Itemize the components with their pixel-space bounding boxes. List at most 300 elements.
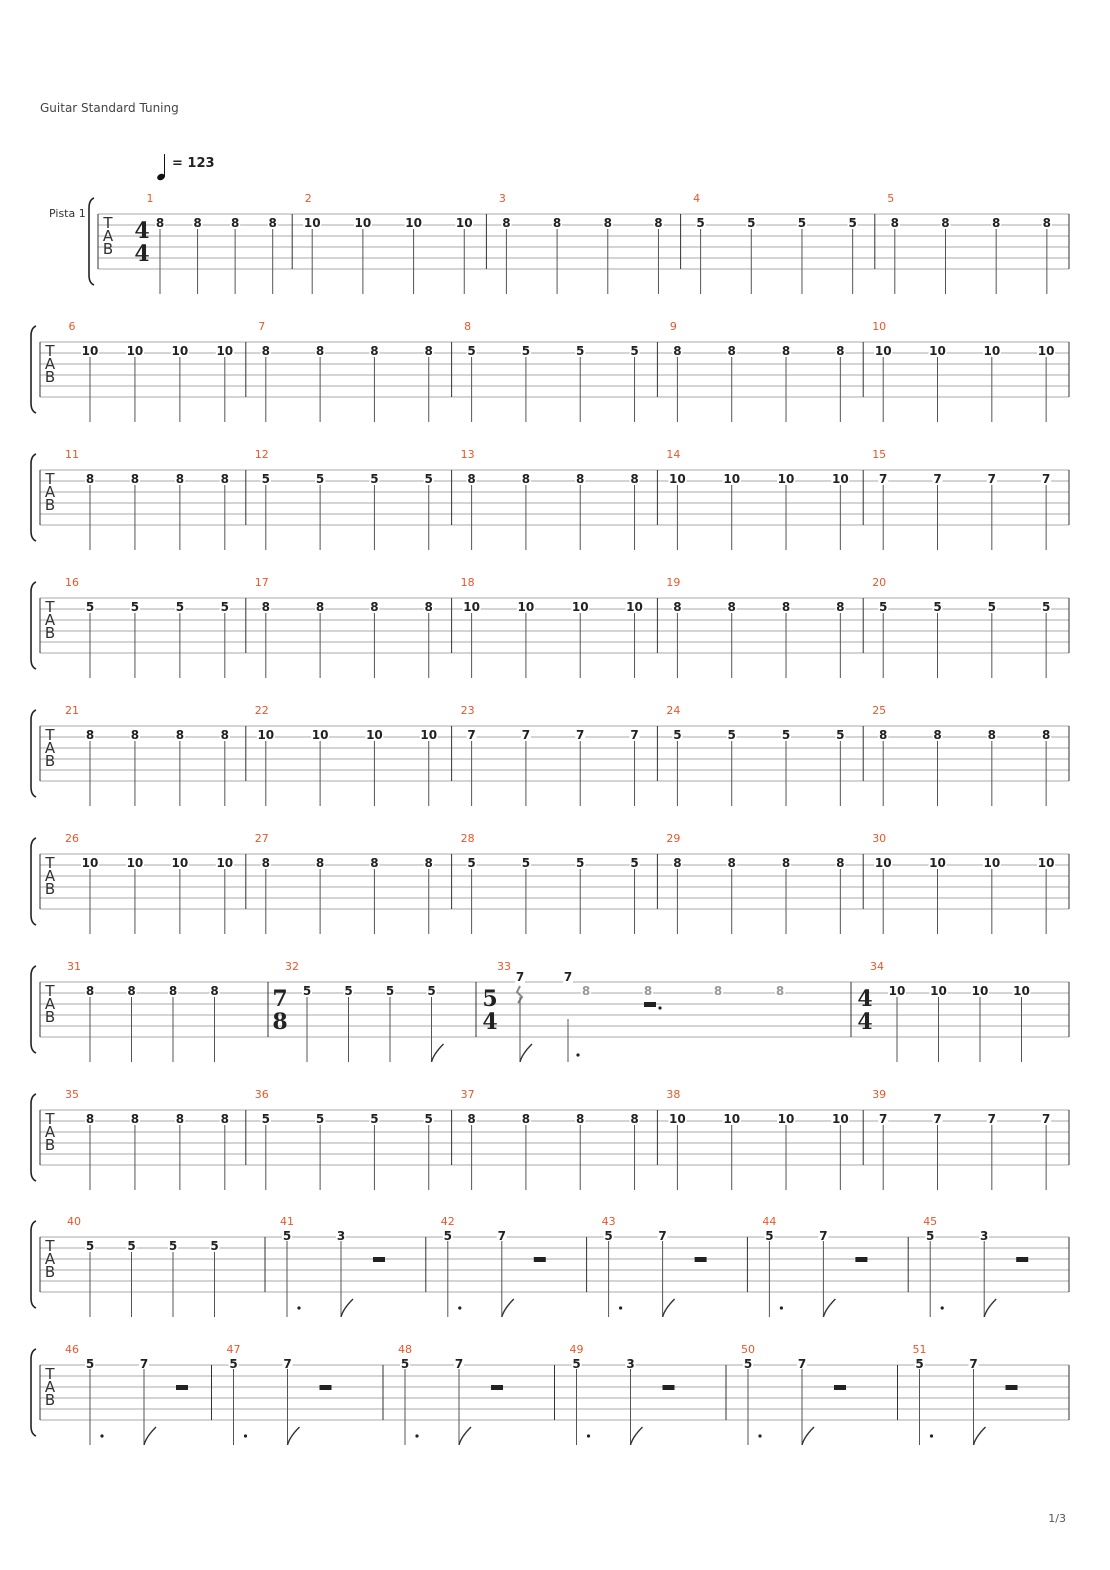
half-rest	[1016, 1257, 1028, 1262]
measure-number: 16	[65, 576, 79, 589]
measure-number: 44	[762, 1215, 777, 1228]
fret-number: 8	[781, 600, 791, 614]
eighth-flag	[520, 1044, 532, 1062]
staff-brace	[89, 198, 94, 285]
fret-number: 5	[85, 1239, 95, 1253]
tab-clef-letter: A	[44, 867, 56, 885]
fret-number: 5	[1041, 600, 1051, 614]
eighth-flag	[341, 1299, 353, 1317]
measure-number: 30	[872, 832, 887, 845]
fret-number: 8	[220, 472, 229, 486]
half-rest	[663, 1385, 675, 1390]
measure-number: 31	[67, 960, 81, 973]
fret-number: 8	[315, 600, 325, 614]
fret-number: 8	[521, 1112, 531, 1126]
fret-number: 5	[229, 1357, 238, 1371]
fret-number: 5	[424, 472, 433, 486]
fret-number: 8	[424, 600, 433, 614]
fret-number: 7	[454, 1357, 464, 1371]
measure-number: 38	[666, 1088, 681, 1101]
fret-number: 5	[261, 472, 270, 486]
time-signature-denominator: 4	[482, 1009, 498, 1035]
fret-number: 3	[980, 1229, 989, 1243]
dotted-note-dot	[244, 1434, 247, 1437]
fret-number: 8	[370, 856, 379, 870]
fret-number: 7	[521, 728, 531, 742]
fret-number: 5	[85, 1357, 95, 1371]
fret-number: 10	[171, 856, 189, 870]
fret-number: 10	[81, 856, 99, 870]
measure-number: 5	[887, 192, 895, 205]
fret-number: 5	[424, 1112, 433, 1126]
tab-clef-letter: A	[44, 1123, 56, 1141]
fret-number: 8	[654, 216, 663, 230]
fret-number: 5	[85, 600, 95, 614]
measure-number: 14	[666, 448, 681, 461]
half-rest	[855, 1257, 867, 1262]
fret-number: 5	[781, 728, 791, 742]
tab-clef-letter: B	[44, 1263, 56, 1281]
fret-number: 5	[130, 600, 140, 614]
eighth-flag	[631, 1427, 643, 1445]
tab-clef-letter: A	[102, 227, 114, 245]
fret-number: 8	[168, 984, 178, 998]
half-rest	[834, 1385, 846, 1390]
tab-clef-letter: B	[44, 880, 56, 898]
fret-number: 8	[836, 856, 845, 870]
fret-number: 10	[517, 600, 535, 614]
fret-number: 10	[669, 1112, 686, 1126]
tab-clef-letter: A	[44, 995, 56, 1013]
measure-number: 32	[285, 960, 299, 973]
tab-clef-letter: B	[44, 496, 56, 514]
tab-clef-letter: A	[44, 739, 56, 757]
fret-number: 10	[216, 344, 234, 358]
dotted-note-dot	[576, 1053, 579, 1056]
dotted-note-dot	[587, 1434, 590, 1437]
measure-number: 9	[669, 320, 677, 333]
track-name: Pista 1	[49, 207, 86, 220]
fret-number: 7	[819, 1229, 828, 1243]
fret-number: 5	[467, 344, 476, 358]
dotted-note-dot	[758, 1434, 761, 1437]
fret-number: 10	[126, 856, 144, 870]
fret-number: 7	[879, 472, 888, 486]
fret-number: 7	[658, 1229, 667, 1243]
fret-number: 7	[797, 1357, 807, 1371]
fret-number: 10	[723, 1112, 741, 1126]
fret-number: 7	[987, 1112, 997, 1126]
fret-number: 5	[727, 728, 736, 742]
fret-number: 8	[987, 728, 997, 742]
measure-number: 49	[569, 1343, 584, 1356]
measure-number: 10	[872, 320, 887, 333]
eighth-flag	[502, 1299, 514, 1317]
tab-clef-letter: T	[45, 1237, 55, 1255]
measure-number: 19	[666, 576, 681, 589]
fret-number: 8	[424, 856, 433, 870]
fret-number: 8	[268, 216, 277, 230]
fret-number: 7	[933, 472, 942, 486]
fret-number: 8	[85, 1112, 95, 1126]
fret-number: 10	[888, 984, 906, 998]
time-signature-denominator: 8	[272, 1009, 288, 1035]
fret-number: 8	[261, 600, 270, 614]
fret-number: 8	[175, 472, 185, 486]
dotted-note-dot	[415, 1434, 418, 1437]
fret-number: 8	[210, 984, 219, 998]
measure-number: 17	[254, 576, 269, 589]
eighth-flag	[459, 1427, 471, 1445]
measure-number: 34	[870, 960, 884, 973]
fret-number: 5	[261, 1112, 270, 1126]
fret-number: 10	[571, 600, 589, 614]
fret-number: 7	[630, 728, 639, 742]
tab-clef-letter: B	[44, 368, 56, 386]
measure-number: 6	[68, 320, 76, 333]
fret-number: 10	[463, 600, 480, 614]
fret-number: 5	[315, 472, 325, 486]
half-rest	[644, 1002, 656, 1007]
staff-brace	[31, 710, 36, 797]
dotted-note-dot	[658, 1006, 661, 1009]
fret-number: 8	[673, 856, 682, 870]
measure-number: 11	[65, 448, 79, 461]
fret-number: 8	[467, 1112, 476, 1126]
measure-number: 13	[460, 448, 475, 461]
fret-number: 8	[781, 856, 791, 870]
fret-number: 8	[130, 728, 140, 742]
dotted-note-dot	[780, 1306, 783, 1309]
fret-number: 7	[969, 1357, 978, 1371]
fret-number: 8	[673, 344, 682, 358]
tab-clef-letter: T	[45, 470, 55, 488]
measure-number: 20	[872, 576, 887, 589]
fret-number: 8	[175, 728, 185, 742]
half-rest	[320, 1385, 332, 1390]
tab-clef-letter: T	[45, 982, 55, 1000]
tab-clef-letter: B	[44, 1136, 56, 1154]
time-signature-numerator: 4	[134, 218, 150, 244]
fret-number: 10	[929, 856, 946, 870]
staff-brace	[31, 1094, 36, 1181]
eighth-flag	[823, 1299, 835, 1317]
fret-number: 5	[743, 1357, 753, 1371]
fret-number: 8	[315, 856, 325, 870]
fret-number: 5	[747, 216, 756, 230]
tab-clef-letter: B	[44, 1008, 56, 1026]
fret-number: 5	[370, 472, 379, 486]
fret-number: 5	[797, 216, 807, 230]
tab-clef-letter: A	[44, 355, 56, 373]
fret-number: 8	[155, 216, 165, 230]
ghost-fret-number: 8	[775, 984, 785, 998]
fret-number: 5	[282, 1229, 292, 1243]
measure-number: 4	[693, 192, 701, 205]
ghost-fret-number: 8	[713, 984, 723, 998]
fret-number: 8	[727, 856, 736, 870]
fret-number: 10	[983, 344, 1001, 358]
measure-number: 22	[254, 704, 269, 717]
eighth-flag	[432, 1044, 444, 1062]
measure-number: 28	[460, 832, 475, 845]
fret-number: 5	[836, 728, 845, 742]
fret-number: 8	[727, 600, 736, 614]
tab-clef-letter: T	[45, 726, 55, 744]
fret-number: 7	[576, 728, 585, 742]
fret-number: 5	[210, 1239, 219, 1253]
fret-number: 10	[626, 600, 643, 614]
tab-clef-letter: A	[44, 611, 56, 629]
measure-number: 23	[460, 704, 475, 717]
fret-number: 7	[467, 728, 476, 742]
measure-number: 7	[258, 320, 266, 333]
fret-number: 8	[85, 728, 95, 742]
time-signature-denominator: 4	[857, 1009, 873, 1035]
tab-clef-letter: T	[103, 214, 113, 232]
half-rest	[534, 1257, 546, 1262]
measure-number: 1	[146, 192, 154, 205]
fret-number: 8	[1042, 216, 1052, 230]
staff-brace	[31, 838, 36, 925]
staff-brace	[31, 1349, 36, 1436]
fret-number: 8	[576, 1112, 585, 1126]
fret-number: 8	[130, 1112, 140, 1126]
fret-number: 5	[926, 1229, 935, 1243]
tab-clef-letter: A	[44, 1378, 56, 1396]
fret-number: 8	[230, 216, 240, 230]
fret-number: 8	[261, 344, 270, 358]
measure-number: 29	[666, 832, 681, 845]
half-rest	[695, 1257, 707, 1262]
staff-brace	[31, 1221, 36, 1308]
fret-number: 8	[130, 472, 140, 486]
fret-number: 8	[502, 216, 511, 230]
fret-number: 5	[220, 600, 229, 614]
fret-number: 7	[879, 1112, 888, 1126]
fret-number: 5	[915, 1357, 924, 1371]
measure-number: 36	[254, 1088, 269, 1101]
time-signature-numerator: 5	[482, 986, 498, 1012]
measure-number: 48	[398, 1343, 412, 1356]
dotted-note-dot	[930, 1434, 933, 1437]
fret-number: 10	[929, 344, 946, 358]
measure-number: 3	[498, 192, 506, 205]
fret-number: 10	[354, 216, 372, 230]
fret-number: 5	[443, 1229, 452, 1243]
measure-number: 25	[872, 704, 887, 717]
tab-clef-letter: T	[45, 598, 55, 616]
measure-number: 12	[254, 448, 269, 461]
fret-number: 7	[1041, 1112, 1051, 1126]
dotted-note-dot	[297, 1306, 300, 1309]
fret-number: 7	[139, 1357, 149, 1371]
fret-number: 7	[497, 1229, 506, 1243]
tab-clef-letter: B	[102, 240, 114, 258]
fret-number: 8	[1041, 728, 1051, 742]
tab-clef-letter: T	[45, 1110, 55, 1128]
fret-number: 5	[576, 856, 585, 870]
fret-number: 10	[723, 472, 741, 486]
time-signature-numerator: 7	[272, 986, 288, 1012]
fret-number: 5	[630, 856, 639, 870]
dotted-note-dot	[619, 1306, 622, 1309]
tab-clef-letter: T	[45, 342, 55, 360]
ghost-fret-number: 8	[643, 984, 653, 998]
measure-number: 24	[666, 704, 681, 717]
fret-number: 10	[874, 856, 892, 870]
tab-clef-letter: A	[44, 483, 56, 501]
fret-number: 5	[673, 728, 682, 742]
fret-number: 10	[216, 856, 234, 870]
measure-number: 21	[65, 704, 79, 717]
fret-number: 10	[81, 344, 99, 358]
fret-number: 10	[1037, 856, 1055, 870]
half-rest	[491, 1385, 503, 1390]
fret-number: 7	[283, 1357, 292, 1371]
fret-number: 8	[836, 600, 845, 614]
measure-number: 8	[464, 320, 472, 333]
measure-number: 15	[872, 448, 887, 461]
fret-number: 8	[467, 472, 476, 486]
time-signature-denominator: 4	[134, 241, 150, 267]
tab-clef-letter: B	[44, 1391, 56, 1409]
fret-number: 5	[344, 984, 353, 998]
fret-number: 8	[85, 984, 95, 998]
measure-number: 46	[65, 1343, 79, 1356]
fret-number: 8	[261, 856, 270, 870]
fret-number: 5	[302, 984, 312, 998]
fret-number: 8	[673, 600, 682, 614]
half-rest	[373, 1257, 385, 1262]
measure-number: 41	[280, 1215, 294, 1228]
tab-clef-letter: B	[44, 624, 56, 642]
fret-number: 5	[521, 856, 531, 870]
fret-number: 8	[991, 216, 1001, 230]
fret-number: 8	[85, 472, 95, 486]
fret-number: 10	[831, 1112, 849, 1126]
fret-number: 5	[521, 344, 531, 358]
fret-number: 8	[175, 1112, 185, 1126]
measure-number: 33	[497, 960, 511, 973]
fret-number: 5	[572, 1357, 581, 1371]
measure-number: 39	[872, 1088, 887, 1101]
fret-number: 10	[831, 472, 849, 486]
fret-number: 10	[1013, 984, 1030, 998]
fret-number: 10	[311, 728, 329, 742]
eighth-flag	[144, 1427, 156, 1445]
fret-number: 5	[604, 1229, 613, 1243]
fret-number: 7	[987, 472, 997, 486]
fret-number: 8	[879, 728, 888, 742]
fret-number: 5	[127, 1239, 136, 1253]
fret-number: 5	[696, 216, 705, 230]
tab-clef-letter: A	[44, 1250, 56, 1268]
eighth-flag	[974, 1427, 986, 1445]
fret-number: 8	[552, 216, 562, 230]
fret-number: 5	[400, 1357, 410, 1371]
eighth-flag	[663, 1299, 675, 1317]
fret-number: 8	[941, 216, 950, 230]
fret-number: 8	[630, 1112, 639, 1126]
page-number: 1/3	[1048, 1512, 1066, 1525]
fret-number: 8	[933, 728, 942, 742]
fret-number: 5	[987, 600, 997, 614]
fret-number: 10	[455, 216, 473, 230]
fret-number: 5	[427, 984, 436, 998]
eighth-flag	[802, 1427, 814, 1445]
fret-number: 8	[220, 728, 229, 742]
fret-number: 8	[521, 472, 531, 486]
staff-brace	[31, 582, 36, 669]
measure-number: 27	[254, 832, 269, 845]
fret-number: 7	[563, 970, 573, 984]
tab-clef-letter: T	[45, 854, 55, 872]
fret-number: 8	[315, 344, 325, 358]
tuning-label: Guitar Standard Tuning	[40, 101, 179, 115]
fret-number: 8	[370, 600, 379, 614]
fret-number: 10	[420, 728, 438, 742]
fret-number: 10	[777, 472, 795, 486]
dotted-note-dot	[941, 1306, 944, 1309]
eighth-flag	[288, 1427, 300, 1445]
fret-number: 7	[1041, 472, 1051, 486]
fret-number: 10	[777, 1112, 795, 1126]
fret-number: 10	[303, 216, 321, 230]
fret-number: 10	[405, 216, 422, 230]
half-rest	[176, 1385, 188, 1390]
fret-number: 7	[933, 1112, 942, 1126]
tempo-value: = 123	[172, 156, 215, 171]
fret-number: 5	[765, 1229, 774, 1243]
fret-number: 5	[370, 1112, 379, 1126]
fret-number: 10	[874, 344, 892, 358]
fret-number: 5	[168, 1239, 178, 1253]
staff-brace	[31, 326, 36, 413]
measure-number: 2	[304, 192, 312, 205]
measure-number: 35	[65, 1088, 79, 1101]
measure-number: 50	[741, 1343, 755, 1356]
fret-number: 10	[257, 728, 275, 742]
measure-number: 42	[440, 1215, 455, 1228]
fret-number: 10	[983, 856, 1001, 870]
fret-number: 3	[336, 1229, 346, 1243]
ghost-fret-number: 8	[581, 984, 591, 998]
fret-number: 5	[385, 984, 395, 998]
fret-number: 10	[366, 728, 383, 742]
measure-number: 43	[601, 1215, 616, 1228]
staff-brace	[31, 966, 36, 1053]
measure-number: 40	[67, 1215, 81, 1228]
fret-number: 8	[576, 472, 585, 486]
measure-number: 18	[460, 576, 475, 589]
fret-number: 5	[175, 600, 185, 614]
staff-brace	[31, 454, 36, 541]
fret-number: 8	[603, 216, 612, 230]
time-signature-numerator: 4	[857, 986, 873, 1012]
measure-number: 26	[65, 832, 79, 845]
fret-number: 8	[424, 344, 433, 358]
fret-number: 5	[933, 600, 942, 614]
dotted-note-dot	[100, 1434, 103, 1437]
fret-number: 5	[879, 600, 888, 614]
fret-number: 8	[727, 344, 736, 358]
fret-number: 10	[126, 344, 144, 358]
fret-number: 8	[220, 1112, 229, 1126]
tab-clef-letter: T	[45, 1365, 55, 1383]
measure-number: 47	[226, 1343, 241, 1356]
fret-number: 10	[171, 344, 189, 358]
